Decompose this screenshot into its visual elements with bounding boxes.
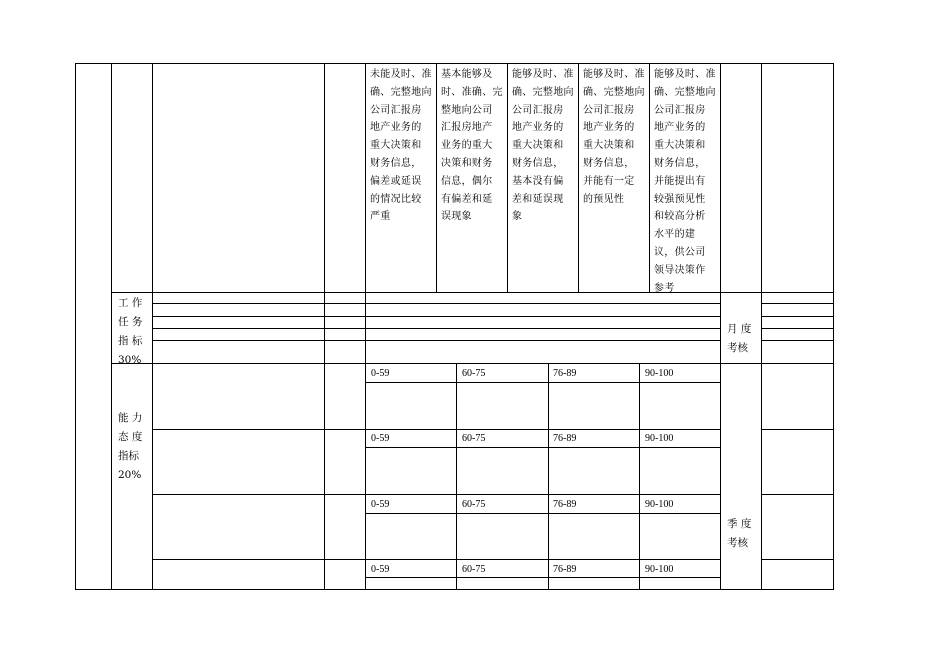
score-range: 0-59 (371, 499, 390, 510)
rubric-col-line (436, 63, 437, 293)
score-range: 76-89 (553, 564, 577, 575)
table-left-border (75, 63, 76, 590)
rubric-col-line (649, 63, 650, 293)
score-range: 76-89 (553, 433, 577, 444)
row-line (152, 340, 721, 341)
rubric-level-3: 能够及时、准 确、完整地向 公司汇报房 地产业务的 重大决策和 财务信息， 基本没有偏 差和延误现 象 (512, 69, 574, 223)
row-line (761, 429, 833, 430)
work-task-indicator-label: 工 作 任 务 指 标 30% (118, 297, 143, 366)
row-line (365, 577, 721, 578)
row-line (152, 316, 721, 317)
score-col-line (639, 363, 640, 590)
score-range: 60-75 (462, 368, 486, 379)
score-range: 60-75 (462, 433, 486, 444)
score-col-line (456, 363, 457, 590)
rubric-level-2: 基本能够及 时、准确、完 整地向公司 汇报房地产 业务的重大 决策和财务 信息，偶尔 有偏差和延 误现象 (441, 69, 503, 223)
row-line (152, 494, 721, 495)
score-range: 60-75 (462, 499, 486, 510)
col-line (152, 63, 153, 363)
rubric-col-line (578, 63, 579, 293)
quarterly-assessment-label: 季 度 考核 (727, 518, 752, 549)
score-range: 90-100 (645, 368, 674, 379)
row-line (365, 447, 721, 448)
row-line (365, 513, 721, 514)
table-right-border (833, 63, 834, 590)
score-range: 0-59 (371, 433, 390, 444)
row-line (761, 303, 833, 304)
col-line (324, 363, 325, 590)
row-line (152, 559, 721, 560)
row-line (152, 328, 721, 329)
score-range: 60-75 (462, 564, 486, 575)
score-range: 76-89 (553, 368, 577, 379)
rubric-col-line (507, 63, 508, 293)
col-line (720, 63, 721, 590)
row-line (761, 494, 833, 495)
col-line (111, 63, 112, 590)
row-line (761, 559, 833, 560)
score-range: 90-100 (645, 564, 674, 575)
row-line (111, 363, 833, 364)
row-line (111, 292, 833, 293)
row-line (152, 303, 721, 304)
row-line (761, 340, 833, 341)
score-range: 90-100 (645, 499, 674, 510)
row-line (761, 328, 833, 329)
col-line (365, 63, 366, 590)
col-line (324, 63, 325, 363)
rubric-level-4: 能够及时、准 确、完整地向 公司汇报房 地产业务的 重大决策和 财务信息， 并能有一定 的预见性 (583, 69, 645, 205)
rubric-level-5: 能够及时、准 确、完整地向 公司汇报房 地产业务的 重大决策和 财务信息， 并能提出有 较强预见性 和较高分析 水平的建 议，供公司 领导决策作 参考 (654, 69, 716, 294)
rubric-level-1: 未能及时、准 确、完整地向 公司汇报房 地产业务的 重大决策和 财务信息， 偏差或延误 的情况比较 严重 (370, 69, 432, 223)
score-range: 90-100 (645, 433, 674, 444)
score-col-line (548, 363, 549, 590)
ability-attitude-indicator-label: 能 力 态 度 指标 20% (118, 412, 143, 481)
col-line (761, 63, 762, 590)
score-range: 76-89 (553, 499, 577, 510)
row-line (365, 382, 721, 383)
score-range: 0-59 (371, 368, 390, 379)
row-line (761, 316, 833, 317)
score-range: 0-59 (371, 564, 390, 575)
col-line (152, 363, 153, 590)
row-line (152, 429, 721, 430)
monthly-assessment-label: 月 度 考核 (727, 323, 752, 354)
